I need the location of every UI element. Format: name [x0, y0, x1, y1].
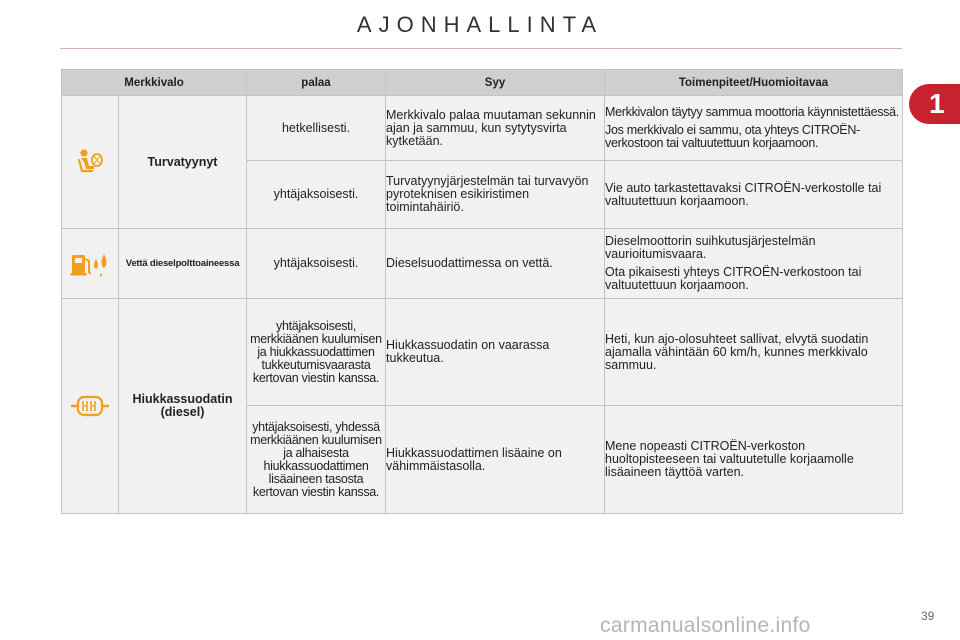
water-state: yhtäjaksoisesti.	[247, 229, 386, 299]
header-syy: Syy	[386, 70, 605, 96]
page-title: AJONHALLINTA	[356, 12, 604, 37]
header-toimenpiteet: Toimenpiteet/Huomioitavaa	[605, 70, 903, 96]
airbag-state-1: hetkellisesti.	[247, 96, 386, 161]
airbag-action-2: Vie auto tarkastettavaksi CITROËN-verkostolle tai valtuutettuun korjaamoon.	[605, 161, 903, 229]
airbag-cause-1: Merkkivalo palaa muutaman sekunnin ajan ja sammuu, kun sytytysvirta kytketään.	[386, 96, 605, 161]
table-row	[62, 96, 903, 161]
header-palaa: palaa	[247, 70, 386, 96]
water-action-line-1: Dieselmoottorin suihkutusjärjestelmän vaurioitumisvaara.	[605, 234, 816, 261]
water-cause: Dieselsuodattimessa on vettä.	[386, 229, 605, 299]
airbag-action-1-line-2: Jos merkkivalo ei sammu, ota yhteys CITROËN-verkostoon tai valtuutettuun korjaamoon.	[605, 123, 860, 150]
table-header-row	[62, 70, 903, 96]
water-action	[605, 229, 903, 299]
water-in-diesel-icon	[70, 251, 110, 277]
title-divider	[60, 48, 902, 49]
table-row	[62, 229, 903, 299]
filter-icon-cell	[62, 299, 119, 514]
airbag-icon-cell	[62, 96, 119, 229]
filter-state-2: yhtäjaksoisesti, yhdessä merkkiäänen kuulumisen ja alhaisesta hiukkassuodattimen lisäaineen tasosta kertovan viestin kanssa.	[247, 406, 386, 514]
water-icon-cell	[62, 229, 119, 299]
airbag-name: Turvatyynyt	[119, 96, 247, 229]
table-row	[62, 299, 903, 406]
filter-cause-2: Hiukkassuodattimen lisäaine on vähimmäistasolla.	[386, 406, 605, 514]
water-name: Vettä dieselpolttoaineessa	[119, 229, 247, 299]
airbag-cause-2: Turvatyynyjärjestelmän tai turvavyön pyroteknisen esikiristimen toimintahäiriö.	[386, 161, 605, 229]
filter-action-2: Mene nopeasti CITROËN-verkoston huoltopisteeseen tai valtuutetulle korjaamolle lisäaineen täyttöä varten.	[605, 406, 903, 514]
filter-cause-1: Hiukkassuodatin on vaarassa tukkeutua.	[386, 299, 605, 406]
page-number: 39	[921, 609, 935, 623]
airbag-warning-icon	[72, 148, 108, 176]
warning-lights-table	[61, 69, 903, 514]
particle-filter-icon	[70, 394, 110, 418]
airbag-action-1	[605, 96, 903, 161]
watermark: carmanualsonline.info	[600, 614, 811, 637]
filter-action-1: Heti, kun ajo-olosuhteet sallivat, elvytä suodatin ajamalla vähintään 60 km/h, kunnes merkkivalo sammuu.	[605, 299, 903, 406]
water-action-line-2: Ota pikaisesti yhteys CITROËN-verkostoon tai valtuutettuun korjaamoon.	[605, 265, 862, 292]
header-merkkivalo: Merkkivalo	[62, 70, 247, 96]
filter-name: Hiukkassuodatin (diesel)	[119, 299, 247, 514]
airbag-state-2: yhtäjaksoisesti.	[247, 161, 386, 229]
airbag-action-1-line-1: Merkkivalon täytyy sammua moottoria käynnistettäessä.	[605, 105, 899, 119]
filter-state-1: yhtäjaksoisesti, merkkiäänen kuulumisen ja hiukkassuodattimen tukkeutumisvaarasta kertovan viestin kanssa.	[247, 299, 386, 406]
chapter-tab[interactable]: 1	[909, 84, 960, 124]
